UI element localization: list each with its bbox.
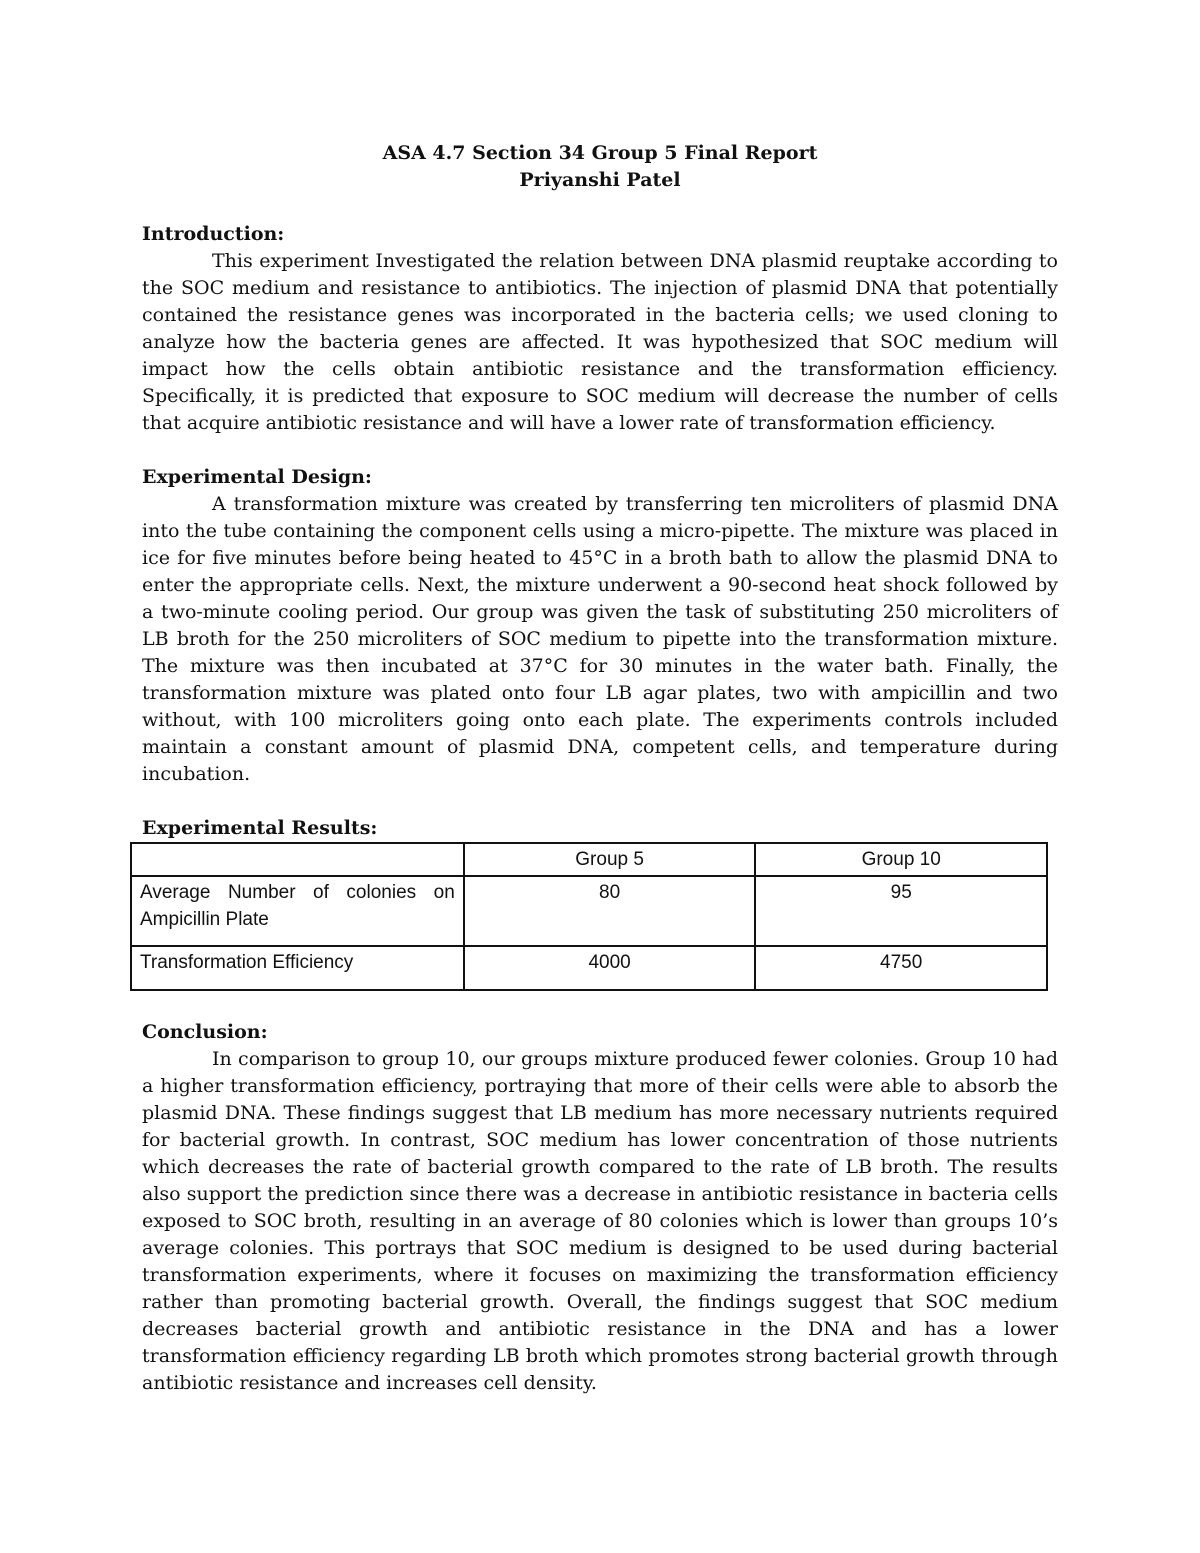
cell-colonies-group5: 80 <box>464 876 756 946</box>
conclusion-heading: Conclusion: <box>142 1021 268 1043</box>
cell-colonies-group10: 95 <box>755 876 1047 946</box>
results-table <box>130 842 1048 991</box>
table-header-cell-empty <box>131 843 464 876</box>
row-label-colonies: Average Number of colonies on Ampicillin Plate <box>131 876 464 946</box>
introduction-paragraph: This experiment Investigated the relation between DNA plasmid reuptake according to the SOC medium and resistance to antibiotics. The injection of plasmid DNA that potentially contained the resistance genes was incorporated in the bacteria cells; we used cloning to analyze how the bacteria genes are affected. It was hypothesized that SOC medium will impact how the cells obtain antibiotic resistance and the transformation efficiency. Specifically, it is predicted that exposure to SOC medium will decrease the number of cells that acquire antibiotic resistance and will have a lower rate of transformation efficiency. <box>142 250 1058 434</box>
author-name: Priyanshi Patel <box>519 169 681 191</box>
table-row <box>131 876 1047 946</box>
results-section <box>142 815 1058 991</box>
introduction-heading: Introduction: <box>142 223 285 245</box>
design-heading: Experimental Design: <box>142 466 372 488</box>
table-header-cell-group10: Group 10 <box>755 843 1047 876</box>
document-page <box>142 140 1058 1397</box>
table-row <box>131 946 1047 990</box>
table-header-row <box>131 843 1047 876</box>
results-heading: Experimental Results: <box>142 817 378 839</box>
introduction-section <box>142 221 1058 437</box>
cell-efficiency-group10: 4750 <box>755 946 1047 990</box>
conclusion-paragraph: In comparison to group 10, our groups mixture produced fewer colonies. Group 10 had a higher transformation efficiency, portraying that more of their cells were able to absorb the plasmid DNA. These findings suggest that LB medium has more necessary nutrients required for bacterial growth. In contrast, SOC medium has lower concentration of those nutrients which decreases the rate of bacterial growth compared to the rate of LB broth. The results also support the prediction since there was a decrease in antibiotic resistance in bacteria cells exposed to SOC broth, resulting in an average of 80 colonies which is lower than groups 10’s average colonies. This portrays that SOC medium is designed to be used during bacterial transformation experiments, where it focuses on maximizing the transformation efficiency rather than promoting bacterial growth. Overall, the findings suggest that SOC medium decreases bacterial growth and antibiotic resistance in the DNA and has a lower transformation efficiency regarding LB broth which promotes strong bacterial growth through antibiotic resistance and increases cell density. <box>142 1048 1058 1394</box>
report-title: ASA 4.7 Section 34 Group 5 Final Report <box>382 142 818 164</box>
title-block <box>142 140 1058 194</box>
design-section <box>142 464 1058 788</box>
conclusion-section <box>142 1019 1058 1397</box>
cell-efficiency-group5: 4000 <box>464 946 756 990</box>
table-header-cell-group5: Group 5 <box>464 843 756 876</box>
design-paragraph: A transformation mixture was created by transferring ten microliters of plasmid DNA into the tube containing the component cells using a micro-pipette. The mixture was placed in ice for five minutes before being heated to 45°C in a broth bath to allow the plasmid DNA to enter the appropriate cells. Next, the mixture underwent a 90-second heat shock followed by a two-minute cooling period. Our group was given the task of substituting 250 microliters of LB broth for the 250 microliters of SOC medium to pipette into the transformation mixture. The mixture was then incubated at 37°C for 30 minutes in the water bath. Finally, the transformation mixture was plated onto four LB agar plates, two with ampicillin and two without, with 100 microliters going onto each plate. The experiments controls included maintain a constant amount of plasmid DNA, competent cells, and temperature during incubation. <box>142 493 1058 785</box>
row-label-efficiency: Transformation Efficiency <box>131 946 464 990</box>
